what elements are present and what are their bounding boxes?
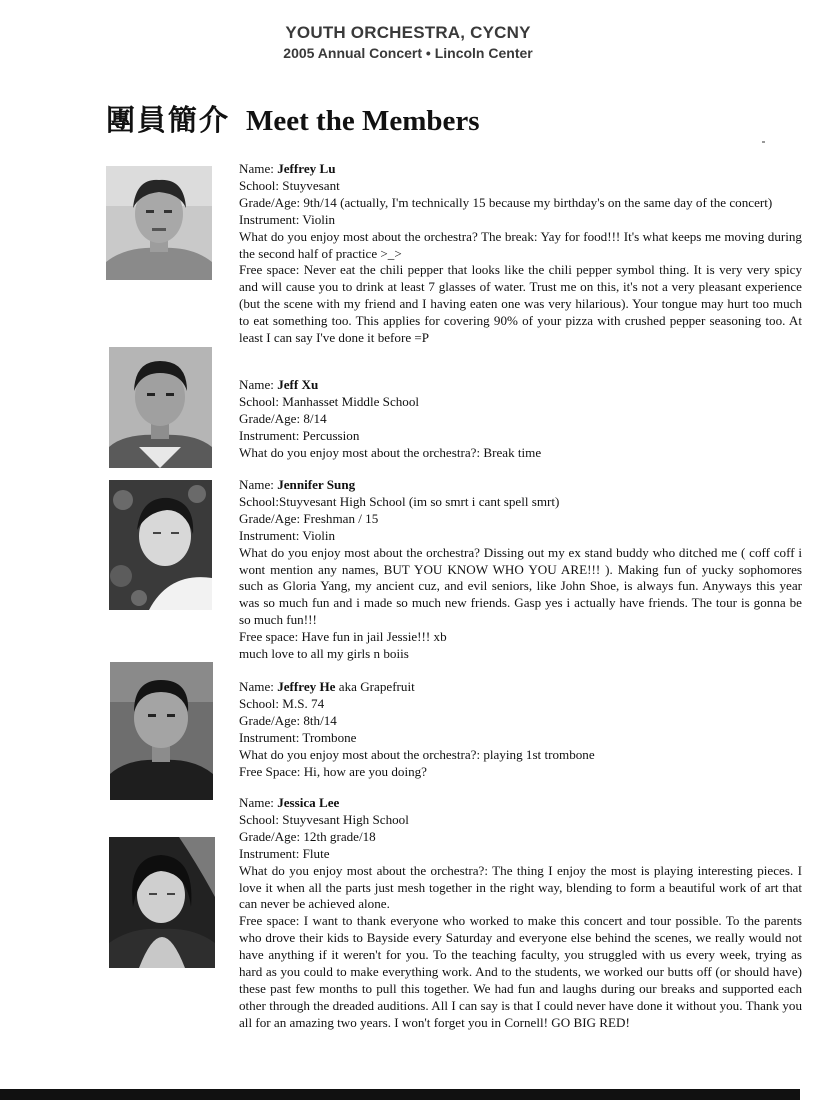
- enjoy-label: What do you enjoy most about the orchestra?:: [239, 746, 484, 762]
- member-entry-jeff-xu: [239, 377, 802, 462]
- member-name: Jeffrey Lu: [277, 161, 336, 176]
- free-space-label: Free space:: [239, 913, 304, 929]
- grade-age-line: [239, 195, 802, 212]
- free-space-line: [239, 913, 802, 1031]
- name-line: [239, 477, 802, 494]
- member-photo-jeffrey-he: [110, 662, 213, 800]
- free-space-value: Hi, how are you doing?: [303, 763, 427, 779]
- grade-age-label: Grade/Age:: [239, 712, 304, 728]
- instrument-value: Percussion: [302, 427, 360, 443]
- free-space-label: Free space:: [239, 262, 304, 278]
- school-value: Stuyvesant High School (im so smrt i cant spell smrt): [279, 493, 560, 509]
- school-label: School:: [239, 393, 283, 409]
- scan-edge-bar: [0, 1089, 800, 1100]
- free-space-label: Free space:: [239, 629, 302, 645]
- grade-age-label: Grade/Age:: [239, 828, 304, 844]
- grade-age-value: 9th/14 (actually, I'm technically 15 because my birthday's on the same day of the concert): [303, 194, 773, 210]
- school-value: Stuyvesant High School: [282, 811, 409, 827]
- free-space-label: Free Space:: [239, 763, 304, 779]
- member-entry-jennifer-sung: [239, 477, 802, 663]
- free-space-line: [239, 262, 802, 347]
- enjoy-line: [239, 747, 802, 764]
- member-photo-jeffrey-lu: [106, 166, 212, 280]
- scan-speck: [762, 141, 765, 143]
- enjoy-line: [239, 545, 802, 630]
- name-label: Name:: [239, 377, 278, 392]
- enjoy-line: [239, 445, 802, 462]
- instrument-label: Instrument:: [239, 527, 303, 543]
- name-label: Name:: [239, 679, 278, 694]
- school-line: [239, 178, 802, 195]
- member-name: Jennifer Sung: [277, 477, 356, 492]
- free-space-line: [239, 629, 802, 646]
- grade-age-value: Freshman / 15: [303, 510, 379, 526]
- name-line: [239, 679, 802, 696]
- instrument-line: [239, 212, 802, 229]
- section-title-english: Meet the Members: [246, 105, 480, 137]
- grade-age-value: 12th grade/18: [303, 828, 376, 844]
- grade-age-value: 8/14: [303, 410, 327, 426]
- grade-age-label: Grade/Age:: [239, 410, 304, 426]
- enjoy-line: [239, 229, 802, 263]
- school-line: [239, 696, 802, 713]
- member-photo-jeff-xu: [109, 347, 212, 468]
- instrument-value: Violin: [302, 211, 336, 227]
- school-value: Manhasset Middle School: [282, 393, 420, 409]
- school-line: [239, 394, 802, 411]
- instrument-label: Instrument:: [239, 845, 303, 861]
- enjoy-label: What do you enjoy most about the orchestra?:: [239, 444, 484, 460]
- instrument-line: [239, 428, 802, 445]
- name-line: [239, 161, 802, 178]
- free-space-value: Have fun in jail Jessie!!! xb: [301, 629, 447, 645]
- name-suffix: aka Grapefruit: [335, 679, 415, 694]
- school-label: School:: [239, 493, 280, 509]
- grade-age-line: [239, 411, 802, 428]
- instrument-value: Violin: [302, 527, 336, 543]
- enjoy-value: The break: Yay for food!!! It's what keeps me moving during the second half of practice >_>: [239, 228, 802, 261]
- member-entry-jeffrey-lu: [239, 161, 802, 347]
- school-value: Stuyvesant: [282, 177, 340, 193]
- name-line: [239, 377, 802, 394]
- instrument-line: [239, 846, 802, 863]
- grade-age-line: [239, 829, 802, 846]
- free-space-value: Never eat the chili pepper that looks like the chili pepper symbol thing. It is very very spicy and will cause you to drink at least 7 glasses of water. Trust me on this, it's not a very pleasant experience (but the scene with my friend and I having eaten one was very hilarious). Your tongue may hurt too much to eat something too. This applies for covering 90% of your pizza with crushed pepper seasoning too. At least I can say I've done it before =P: [239, 262, 802, 346]
- enjoy-line: [239, 863, 802, 914]
- member-entry-jessica-lee: [239, 795, 802, 1032]
- enjoy-label: What do you enjoy most about the orchestra?: [239, 544, 484, 560]
- extra-line: much love to all my girls n boiis: [239, 646, 409, 662]
- name-line: [239, 795, 802, 812]
- enjoy-value: The thing I enjoy the most is playing interesting pieces. I love it when all the parts just mesh together in the right way, blending to form a beautiful work of art that can never be achieved alone.: [239, 862, 802, 912]
- enjoy-label: What do you enjoy most about the orchestra?: [239, 228, 481, 244]
- grade-age-label: Grade/Age:: [239, 510, 304, 526]
- enjoy-value: Break time: [483, 444, 542, 460]
- page-header: [0, 22, 816, 62]
- grade-age-value: 8th/14: [303, 712, 337, 728]
- enjoy-label: What do you enjoy most about the orchestra?:: [239, 862, 493, 878]
- instrument-line: [239, 730, 802, 747]
- school-line: [239, 494, 802, 511]
- instrument-value: Flute: [302, 845, 330, 861]
- instrument-value: Trombone: [302, 729, 357, 745]
- member-name: Jeffrey He: [277, 679, 336, 694]
- member-name: Jessica Lee: [277, 795, 340, 810]
- school-label: School:: [239, 177, 283, 193]
- grade-age-line: [239, 511, 802, 528]
- name-label: Name:: [239, 161, 278, 176]
- school-label: School:: [239, 695, 283, 711]
- free-space-line: [239, 764, 802, 781]
- enjoy-value: Dissing out my ex stand buddy who ditched me ( coff coff i wont mention any names, BUT YOU KNOW WHO YOU ARE!!! ). Making fun of yucky sophomores such as Gloria Yang, my ancient cuz, and evil seniors, like John Shoe, is always fun. Anyways this year was so much fun and i made so much new friends. Gasp yes i actually have friends. The tour is gonna be so much fun!!!: [239, 544, 803, 628]
- school-line: [239, 812, 802, 829]
- school-value: M.S. 74: [282, 695, 325, 711]
- member-name: Jeff Xu: [277, 377, 319, 392]
- instrument-label: Instrument:: [239, 211, 303, 227]
- member-photo-jennifer-sung: [109, 480, 212, 610]
- name-label: Name:: [239, 795, 278, 810]
- instrument-label: Instrument:: [239, 729, 303, 745]
- instrument-line: [239, 528, 802, 545]
- header-subtitle: 2005 Annual Concert • Lincoln Center: [283, 45, 533, 61]
- member-photo-jessica-lee: [109, 837, 215, 968]
- header-title: YOUTH ORCHESTRA, CYCNY: [285, 23, 531, 42]
- grade-age-line: [239, 713, 802, 730]
- instrument-label: Instrument:: [239, 427, 303, 443]
- member-entry-jeffrey-he: [239, 679, 802, 780]
- grade-age-label: Grade/Age:: [239, 194, 304, 210]
- free-space-value: I want to thank everyone who worked to make this concert and tour possible. To the parents who drove their kids to Bayside every Saturday and everyone else behind the scenes, we really would not have anything if it weren't for you. To the teaching faculty, you struggled with us every week, trying as hard as you could to make everything work. And to the students, we worked our butts off (or should have) these past few months to pull this together. We had fun and laughs during our breaks and supported each other through the dreaded auditions. All I can say is that I could never have done it without you. Thank you all for an amazing two years. I won't forget you in Cornell! GO BIG RED!: [239, 913, 802, 1030]
- enjoy-value: playing 1st trombone: [483, 746, 595, 762]
- school-label: School:: [239, 811, 283, 827]
- name-label: Name:: [239, 477, 278, 492]
- section-title-chinese: 團員簡介: [106, 105, 231, 137]
- section-title: [106, 98, 480, 139]
